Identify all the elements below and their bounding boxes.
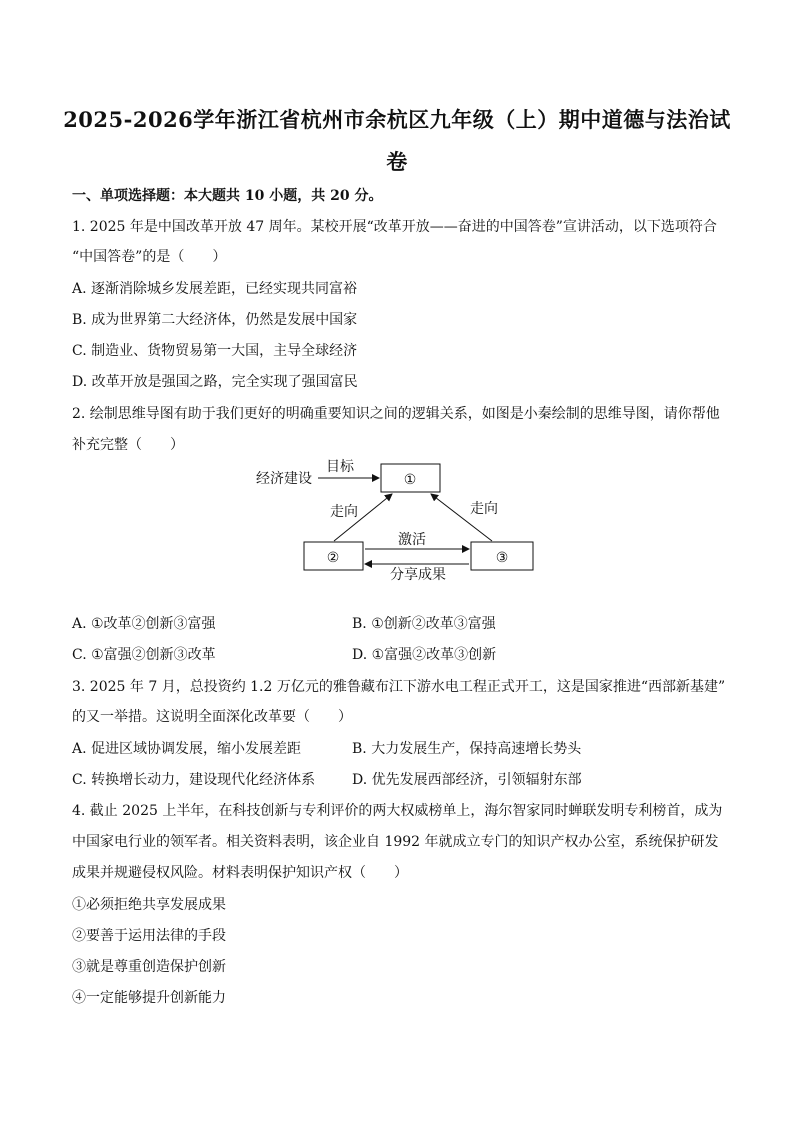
exam-title-line2: 卷 <box>386 149 408 174</box>
q2-stem-line1: 2. 绘制思维导图有助于我们更好的明确重要知识之间的逻辑关系，如图是小秦绘制的思维导图，请你帮他 <box>72 406 720 422</box>
diagram-left-edge-label: 走向 <box>330 504 358 520</box>
q4-stem-line1: 4. 截止 2025 上半年，在科技创新与专利评价的两大权威榜单上，海尔智家同时蝉联发明专利榜首，成为 <box>72 803 723 819</box>
section-heading: 一、单项选择题：本大题共 10 小题，共 20 分。 <box>72 188 383 204</box>
diagram-box-3-label: ③ <box>495 550 509 566</box>
q2-option-a: A. ①改革②创新③富强 <box>72 616 216 632</box>
q3-stem-line2: 的又一举措。这说明全面深化改革要（ ） <box>72 709 352 725</box>
q2-mind-map-diagram <box>240 452 570 587</box>
q1-stem-line1: 1. 2025 年是中国改革开放 47 周年。某校开展“改革开放——奋进的中国答卷”宣讲活动，以下选项符合 <box>72 219 717 235</box>
q3-option-b: B. 大力发展生产，保持高速增长势头 <box>352 741 582 757</box>
q4-stem-line3: 成果并规避侵权风险。材料表明保护知识产权（ ） <box>72 865 408 881</box>
q2-stem-line2: 补充完整（ ） <box>72 437 184 453</box>
q3-option-c: C. 转换增长动力，建设现代化经济体系 <box>72 772 316 788</box>
diagram-activate-label: 激活 <box>398 532 426 548</box>
q1-stem-line2: “中国答卷”的是（ ） <box>72 249 227 265</box>
q1-option-d: D. 改革开放是强国之路，完全实现了强国富民 <box>72 374 358 390</box>
q4-stem-line2: 中国家电行业的领军者。相关资料表明，该企业自 1992 年就成立专门的知识产权办公室，系统保护研发 <box>72 834 719 850</box>
q3-option-a: A. 促进区域协调发展，缩小发展差距 <box>72 741 302 757</box>
q4-statement-4: ④一定能够提升创新能力 <box>72 990 226 1006</box>
q2-option-c: C. ①富强②创新③改革 <box>72 647 216 663</box>
q3-option-d: D. 优先发展西部经济，引领辐射东部 <box>352 772 582 788</box>
q2-option-d: D. ①富强②改革③创新 <box>352 647 497 663</box>
diagram-goal-label: 目标 <box>326 459 354 475</box>
diagram-right-edge-label: 走向 <box>470 501 498 517</box>
q3-stem-line1: 3. 2025 年 7 月，总投资约 1.2 万亿元的雅鲁藏布江下游水电工程正式开工，这是国家推进“西部新基建” <box>72 679 726 695</box>
diagram-left-text: 经济建设 <box>256 471 312 487</box>
exam-title-line1: 2025-2026学年浙江省杭州市余杭区九年级（上）期中道德与法治试 <box>63 107 731 132</box>
diagram-box-1-label: ① <box>403 472 417 488</box>
q1-option-c: C. 制造业、货物贸易第一大国，主导全球经济 <box>72 343 358 359</box>
diagram-share-label: 分享成果 <box>390 567 446 583</box>
q1-option-a: A. 逐渐消除城乡发展差距，已经实现共同富裕 <box>72 281 358 297</box>
q4-statement-2: ②要善于运用法律的手段 <box>72 928 226 944</box>
diagram-box-2-label: ② <box>326 550 340 566</box>
q4-statement-1: ①必须拒绝共享发展成果 <box>72 897 226 913</box>
q1-option-b: B. 成为世界第二大经济体，仍然是发展中国家 <box>72 312 358 328</box>
q2-option-b: B. ①创新②改革③富强 <box>352 616 496 632</box>
q4-statement-3: ③就是尊重创造保护创新 <box>72 959 226 975</box>
